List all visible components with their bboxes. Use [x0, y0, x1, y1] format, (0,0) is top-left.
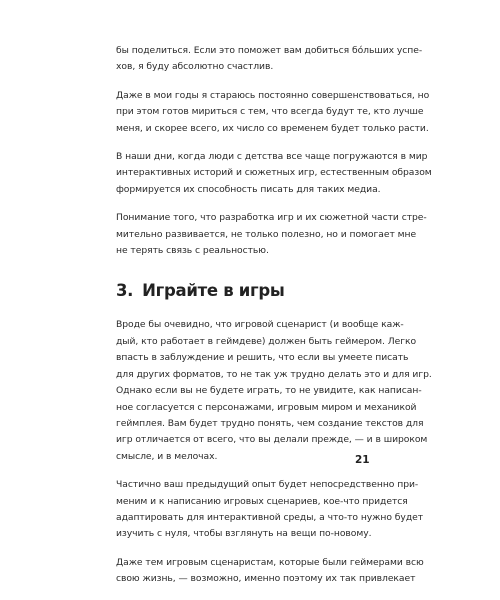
- text-column: [116, 43, 432, 600]
- paragraph: [116, 149, 432, 198]
- text-line: В наши дни, когда люди с детства все чаще погружаются в мир: [116, 151, 428, 163]
- text-line: смысле, и в мелочах.: [116, 450, 218, 462]
- text-line: изучить с нуля, чтобы взглянуть на вещи по-новому.: [116, 528, 372, 540]
- text-line: Даже в мои годы я стараюсь постоянно совершенствоваться, но: [116, 89, 430, 101]
- paragraph: [116, 210, 427, 259]
- page-number: 21: [355, 454, 370, 466]
- text-line: дый, кто работает в геймдеве) должен быть геймером. Легко: [116, 335, 417, 347]
- text-line: Вроде бы очевидно, что игровой сценарист (и вообще каж-: [116, 319, 404, 331]
- paragraph: [116, 555, 424, 588]
- text-line: адаптировать для интерактивной среды, а что-то нужно будет: [116, 511, 424, 523]
- text-line: Даже тем игровым сценаристам, которые были геймерами всю: [116, 556, 424, 568]
- text-line: бы поделиться. Если это поможет вам добиться бо́льших успе-: [116, 45, 423, 56]
- text-line: ное согласуется с персонажами, игровым миром и механикой: [116, 401, 417, 413]
- text-line: Понимание того, что разработка игр и их сюжетной части стре-: [116, 212, 427, 224]
- text-line: меним и к написанию игровых сценариев, кое-что придется: [116, 495, 408, 507]
- paragraph: [116, 317, 432, 465]
- text-line: интерактивных историй и сюжетных игр, естественным образом: [116, 167, 432, 179]
- body-text-bottom: [116, 317, 432, 587]
- text-line: Однако если вы не будете играть, то не увидите, как написан-: [116, 385, 422, 397]
- text-line: впасть в заблуждение и решить, что если вы умеете писать: [116, 352, 409, 364]
- section-heading: [116, 281, 378, 301]
- text-line: хов, я буду абсолютно счастлив.: [116, 61, 274, 73]
- text-line: геймплея. Вам будет трудно понять, чем создание текстов для: [116, 417, 424, 429]
- text-line: для других форматов, то не так уж трудно делать это и для игр.: [116, 368, 432, 380]
- text-line: мительно развивается, не только полезно, но и помогает мне: [116, 228, 417, 240]
- text-line: Частично ваш предыдущий опыт будет непосредственно при-: [116, 479, 419, 491]
- text-line: свою жизнь, — возможно, именно поэтому их так привлекает: [116, 573, 416, 585]
- text-line: игр отличается от всего, что вы делали прежде, — и в широком: [116, 434, 428, 446]
- paragraph: [116, 88, 430, 137]
- text-line: при этом готов мириться с тем, что всегда будут те, кто лучше: [116, 106, 424, 118]
- body-text-top: [116, 43, 432, 259]
- section-title: Играйте в игры: [142, 281, 285, 301]
- text-line: меня, и скорее всего, их число со временем будет только расти.: [116, 122, 429, 134]
- section-number: 3.: [116, 281, 134, 301]
- paragraph: [116, 477, 424, 543]
- text-line: формируется их способность писать для таких медиа.: [116, 183, 381, 195]
- text-line: не терять связь с реальностью.: [116, 245, 269, 257]
- paragraph: [116, 43, 423, 76]
